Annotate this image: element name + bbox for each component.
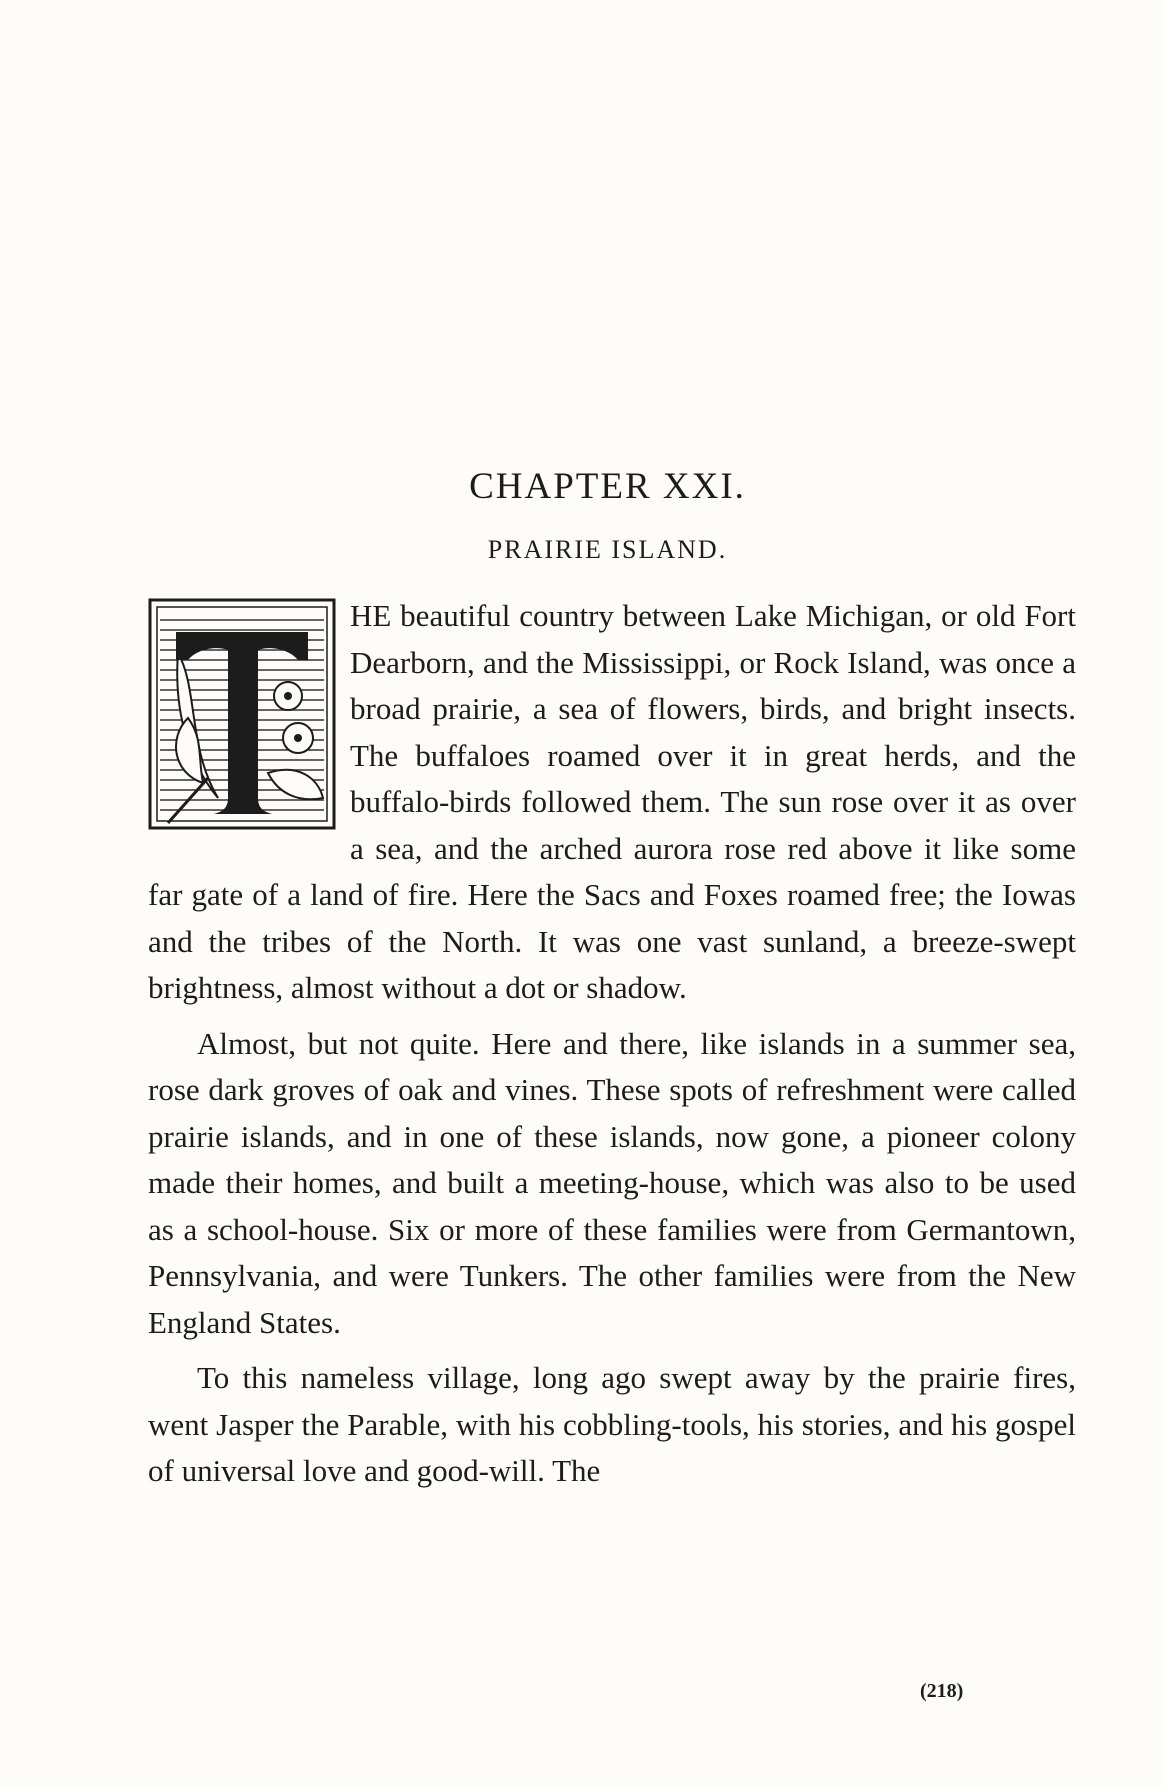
page-number: (218) [920, 1680, 964, 1702]
drop-cap-ornament [148, 598, 336, 830]
paragraph-3: To this nameless village, long ago swept away by the prairie fires, went Jasper the Parable, with his cobbling-tools, his stories, and his gospel of universal love and good-will. The [148, 1360, 1076, 1488]
chapter-title: CHAPTER XXI. [469, 466, 746, 507]
paragraph-1-text: HE beautiful country between Lake Michigan, or old Fort Dearborn, and the Mississippi, or Rock Island, was once a broad prairie, a sea of flowers, birds, and bright insects. The buffaloes roamed over it in great herds, and the buffalo-birds followed them. The sun rose over it as over a sea, and the arched aurora rose red above it like some far gate of a land of fire. Here the Sacs and Foxes roamed free; the Iowas and the tribes of the North. It was one vast sunland, a breeze-swept brightness, almost without a dot or shadow. [148, 598, 1076, 1005]
body-text [148, 593, 1076, 1495]
chapter-subtitle: PRAIRIE ISLAND. [487, 535, 728, 564]
paragraph-1 [148, 593, 1076, 1012]
decorated-initial-icon [148, 598, 336, 830]
paragraph-2: Almost, but not quite. Here and there, like islands in a summer sea, rose dark groves of oak and vines. These spots of refreshment were called prairie islands, and in one of these islands, now gone, a pioneer colony made their homes, and built a meeting-house, which was also to be used as a school-house. Six or more of these families were from Germantown, Pennsylvania, and were Tunkers. The other families were from the New England States. [148, 1025, 1076, 1340]
